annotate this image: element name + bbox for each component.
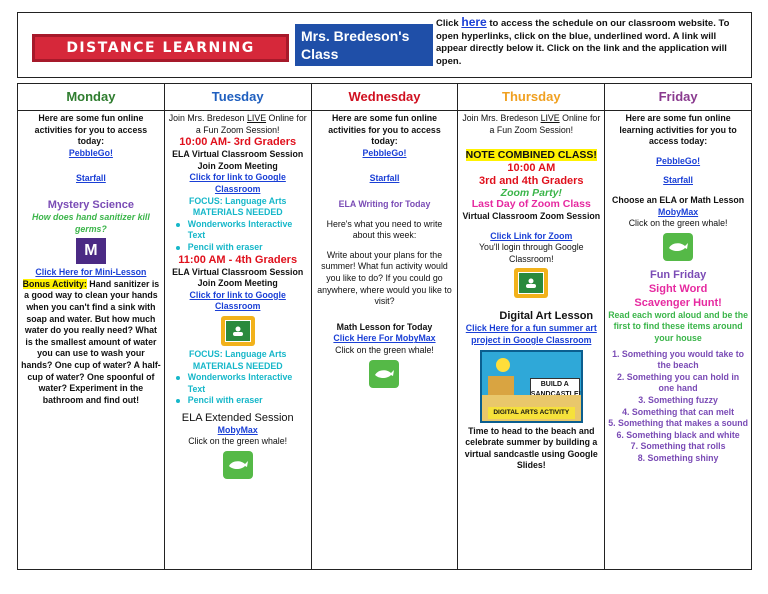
hunt-item: 1. Something you would take to the beach	[612, 348, 745, 371]
zoom-party: Zoom Party!	[500, 186, 562, 199]
math-title: Math Lesson for Today	[336, 321, 433, 332]
materials-list-1	[168, 219, 308, 254]
hunt-item: 5. Something that makes a sound	[608, 418, 748, 429]
scavenger-hunt: Scavenger Hunt!	[634, 296, 722, 309]
header-note	[432, 12, 750, 78]
thursday-column	[458, 84, 605, 569]
join-zoom-2: Join Zoom Meeting	[197, 278, 278, 289]
choose-lesson: Choose an ELA or Math Lesson	[612, 194, 745, 205]
hunt-item: 2. Something you can hold in one hand	[616, 371, 740, 394]
monday-column	[18, 84, 165, 569]
tuesday-intro-b: Online for a Fun Zoom Session!	[195, 113, 307, 135]
materials-1: MATERIALS NEEDED	[192, 207, 283, 218]
mobymax-whale-icon[interactable]	[223, 451, 253, 479]
friday-intro: Here are some fun online learning activities for you to access today:	[619, 113, 737, 147]
note-rest: to access the schedule on our classroom website. To open hyperlinks, click on the blue, underlined word. A link will appear directly below it. Click on the link and the application will open.	[436, 18, 730, 67]
zoom-time: 10:00 AM	[507, 161, 556, 174]
weekly-calendar	[17, 83, 752, 570]
google-classroom-icon[interactable]	[221, 316, 255, 346]
sight-word: Sight Word	[648, 282, 708, 295]
login-note: You'll login through Google Classroom!	[479, 242, 584, 264]
header-banner	[17, 12, 437, 78]
monday-intro: Here are some fun online activities for you to access today:	[34, 113, 148, 147]
class-title-box	[295, 24, 433, 74]
writing-prompt: Write about your plans for the summer! What fun activity would you like to do? If you could go anywhere, where would you like to visit?	[317, 249, 452, 307]
whale-note: Click on the green whale!	[628, 218, 728, 229]
tuesday-intro-a: Join Mrs. Bredeson	[168, 113, 245, 123]
wednesday-column	[312, 84, 459, 569]
hunt-intro: Read each word aloud and be the first to find these items around your house	[608, 309, 748, 343]
mobymax-link[interactable]: Click Here For MobyMax	[333, 333, 436, 344]
thursday-intro-b: Online for a Fun Zoom Session!	[489, 113, 601, 135]
thursday-intro-a: Join Mrs. Bredeson	[462, 113, 539, 123]
google-classroom-icon[interactable]	[514, 268, 548, 298]
mobymax-link[interactable]: MobyMax	[658, 206, 699, 217]
art-sign: BUILD A	[530, 378, 580, 400]
hunt-item: 7. Something that rolls	[630, 441, 726, 452]
art-link[interactable]: Click Here for a fun summer art project in Google Classroom	[465, 323, 597, 345]
google-classroom-link-2[interactable]: Click for link to Google Classroom	[189, 289, 286, 312]
material-item: Pencil with eraser	[188, 242, 308, 254]
time-3rd-graders: 10:00 AM- 3rd Graders	[179, 136, 297, 149]
zoom-session: Virtual Classroom Zoom Session	[462, 210, 601, 221]
join-zoom-1: Join Zoom Meeting	[197, 160, 278, 171]
mini-lesson-link[interactable]: Click Here for Mini-Lesson	[35, 267, 147, 278]
thursday-header: Thursday	[458, 84, 604, 111]
focus-2: FOCUS: Language Arts	[188, 348, 287, 359]
writing-title: ELA Writing for Today	[338, 198, 431, 209]
focus-1: FOCUS: Language Arts	[188, 195, 287, 206]
pebblego-link[interactable]: PebbleGo!	[656, 155, 701, 166]
wednesday-header: Wednesday	[312, 84, 458, 111]
session-2: ELA Virtual Classroom Session	[172, 266, 304, 277]
mobymax-whale-icon[interactable]	[369, 360, 399, 388]
materials-list-2	[168, 372, 308, 407]
art-banner: DIGITAL ARTS ACTIVITY	[488, 407, 575, 419]
hunt-item: 6. Something black and white	[616, 429, 740, 440]
mystery-science-title: Mystery Science	[47, 198, 134, 211]
thursday-live: LIVE	[540, 113, 560, 123]
week-of: Week of: June 1, 2020	[301, 65, 381, 74]
material-item: Wonderworks Interactive Text	[188, 372, 308, 395]
materials-2: MATERIALS NEEDED	[192, 360, 283, 371]
class-title: Mrs. Bredeson's Class	[301, 28, 410, 62]
tuesday-live: LIVE	[246, 113, 267, 123]
schedule-link[interactable]: here	[461, 15, 487, 29]
friday-column	[605, 84, 751, 569]
starfall-link[interactable]: Starfall	[75, 173, 106, 184]
sun-icon	[496, 358, 510, 372]
monday-header: Monday	[18, 84, 164, 111]
hunt-list	[608, 349, 748, 465]
note-click: Click	[436, 18, 459, 29]
tuesday-column	[165, 84, 312, 569]
hunt-item: 3. Something fuzzy	[638, 394, 718, 405]
combined-class-note: NOTE COMBINED CLASS!	[465, 149, 597, 162]
writing-lead: Here's what you need to write about this week:	[326, 218, 443, 241]
pebblego-link[interactable]: PebbleGo!	[362, 147, 407, 158]
whale-note: Click on the green whale!	[335, 344, 434, 355]
art-text: Time to head to the beach and celebrate summer by building a virtual sandcastle using Google Slides!	[464, 425, 598, 471]
material-item: Wonderworks Interactive Text	[188, 219, 308, 242]
fun-friday: Fun Friday	[649, 268, 707, 281]
session-1: ELA Virtual Classroom Session	[172, 149, 304, 160]
pebblego-link[interactable]: PebbleGo!	[68, 147, 113, 158]
starfall-link[interactable]: Starfall	[369, 173, 400, 184]
hunt-item: 8. Something shiny	[637, 452, 719, 463]
mystery-science-logo-icon[interactable]: M	[76, 238, 106, 264]
starfall-link[interactable]: Starfall	[663, 175, 693, 186]
last-day-note: Last Day of Zoom Class	[471, 198, 591, 211]
mobymax-whale-icon[interactable]	[663, 233, 693, 261]
friday-header: Friday	[605, 84, 751, 111]
ela-extended-session: ELA Extended Session	[181, 411, 294, 424]
art-title: Digital Art Lesson	[499, 310, 594, 323]
whale-note: Click on the green whale!	[188, 436, 288, 447]
wednesday-intro: Here are some fun online activities for you to access today:	[328, 113, 441, 147]
mystery-science-question: How does hand sanitizer kill germs?	[31, 211, 150, 234]
time-4th-graders: 11:00 AM - 4th Graders	[178, 253, 298, 266]
mobymax-link[interactable]: MobyMax	[217, 424, 258, 435]
bonus-text: Hand sanitizer is a good way to clean your hands when you can't find a sink with soap and water. But how much water do you really need? What is the smallest amount of water you can use to wash your hands? One cup of water? A half-cup of water? One spoonful of water? Experiment in the bathroom and find out!	[21, 278, 161, 405]
google-classroom-link-1[interactable]: Click for link to Google Classroom	[189, 172, 286, 194]
zoom-link[interactable]: Click Link for Zoom	[490, 230, 573, 241]
banner-title: DISTANCE LEARNING PLANS	[32, 34, 289, 62]
tuesday-header: Tuesday	[165, 84, 311, 111]
hunt-item: 4. Something that can melt	[622, 406, 735, 417]
sandcastle-activity-image[interactable]	[480, 350, 583, 423]
zoom-grades: 3rd and 4th Graders	[479, 174, 584, 187]
bonus-label: Bonus Activity:	[22, 278, 87, 289]
material-item: Pencil with eraser	[188, 395, 308, 407]
